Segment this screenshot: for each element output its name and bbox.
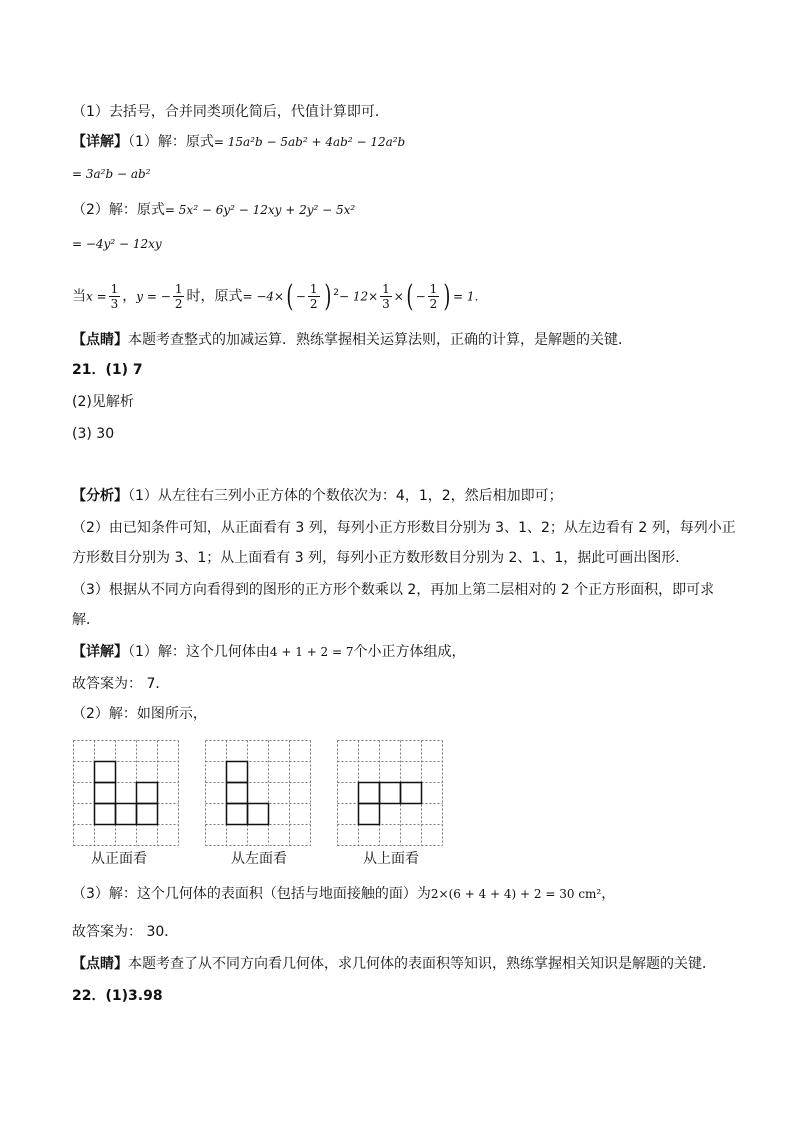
frac-den: 2 [174,297,183,312]
top-view-grid [337,740,445,846]
sub-mid: − 12× [338,289,379,304]
sub-end: = 1． [453,289,487,304]
front-view-figure [73,740,181,867]
square-exponent: 2 [333,288,339,298]
dianjing-line-2 [72,954,716,974]
part2-expr: = 5x² − 6y² − 12xy + 2y² − 5x² [164,203,356,217]
frac-one-half [173,282,185,311]
analysis-line-1 [72,486,563,506]
front-view-grid [73,740,181,846]
q21-answer-2: (2)见解析 [72,394,134,410]
detail-q21-2: （2）解：如图所示， [72,706,207,722]
analysis-line-2a: （2）由已知条件可知，从正面看有 3 列，每列小正方形数目分别为 3、1、2；从左边看有 2 列，每列小正 [72,520,736,536]
dianjing-tag-2: 【点睛】 [72,956,128,972]
top-view-figure [337,740,445,867]
part1-expr: = 15a²b − 5ab² + 4ab² − 12a²b [213,135,406,149]
frac-num: 1 [110,282,119,297]
substitution-line: 当x = $\frac{1}{3}$ ，y = − $\frac{1}{2}$ 时，原式= −4×( − $\frac{1}{2}$ ) $^2$− 12× $\frac{1}{3}$ ×( − $\frac{1}{2}$ ) = 1． [72,278,487,314]
detail-q21-1-suffix: 个小正方体组成， [353,644,466,660]
front-view-label: 从正面看 [91,851,147,867]
part2-prefix: （2）解：原式 [72,202,165,218]
q21-heading: 21．(1) 7 [72,362,143,378]
sub-when: 当 [72,288,86,305]
frac-one-half-3: $\frac{1}{2}$ [429,282,438,312]
detail-q21-1-prefix: （1）解：这个几何体由 [128,644,270,660]
hint-line-1: （1）去括号，合并同类项化简后，代值计算即可． [72,104,389,120]
dianjing-tag: 【点睛】 [72,332,128,348]
detail-q21-3-prefix: （3）解：这个几何体的表面积（包括与地面接触的面）为 [72,886,431,902]
detail-tag-2: 【详解】 [72,644,128,660]
sub-y: y = − [136,289,171,304]
part2-line [72,200,355,220]
sub-x: x = [86,289,107,304]
sub-time: 时，原式 [186,288,243,305]
analysis-line-2b: 方形数目分别为 3、1；从上面看有 3 列，每列小正方数形数目分别为 2、1、1，据此可画出图形． [72,550,690,566]
detail-q21-3-suffix: ， [601,886,616,902]
dianjing-text-1: 本题考查整式的加减运算．熟练掌握相关运算法则，正确的计算，是解题的关键． [128,332,632,348]
frac-num: 1 [174,282,183,297]
detail-line-1 [72,132,405,152]
part2-result-expr: = −4y² − 12xy [72,237,162,251]
left-view-grid [205,740,313,846]
top-view-label: 从上面看 [363,851,419,867]
q22-heading: 22．(1)3.98 [72,988,163,1004]
part1-result-expr: = 3a²b − ab² [72,167,151,181]
detail-tag: 【详解】 [72,134,128,150]
left-view-label: 从左面看 [231,851,287,867]
answer-q21-3: 故答案为： 30． [72,924,179,940]
part1-prefix: （1）解：原式 [128,134,214,150]
frac-one-third [109,282,121,311]
frac-den: 3 [110,297,119,312]
part2-result [72,234,162,254]
analysis-line-3a: （3）根据从不同方向看得到的图形的正方形个数乘以 2，再加上第二层相对的 2 个正方形面积，即可求 [72,582,715,598]
q21-answer-3: (3) 30 [72,426,115,442]
part1-result [72,164,150,184]
frac-one-third-2: $\frac{1}{3}$ [382,282,390,312]
detail-q21-3 [72,884,615,904]
detail-q21-3-expr: 2×(6 + 4 + 4) + 2 = 30 cm² [430,887,602,901]
analysis-text-1: （1）从左往右三列小正方体的个数依次为：4，1，2，然后相加即可； [128,488,563,504]
answer-q21-1: 故答案为： 7． [72,676,170,692]
detail-q21-1-expr: 4 + 1 + 2 = 7 [269,645,354,659]
detail-q21-1 [72,642,466,662]
dianjing-text-2: 本题考查了从不同方向看几何体，求几何体的表面积等知识，熟练掌握相关知识是解题的关键． [128,956,716,972]
analysis-line-3b: 解． [72,612,100,628]
frac-one-half-2: $\frac{1}{2}$ [309,282,318,312]
dianjing-line-1 [72,330,632,350]
sub-times: × [393,289,404,304]
analysis-tag: 【分析】 [72,488,128,504]
sub-eq: = −4× [242,289,285,304]
left-view-figure [205,740,313,867]
